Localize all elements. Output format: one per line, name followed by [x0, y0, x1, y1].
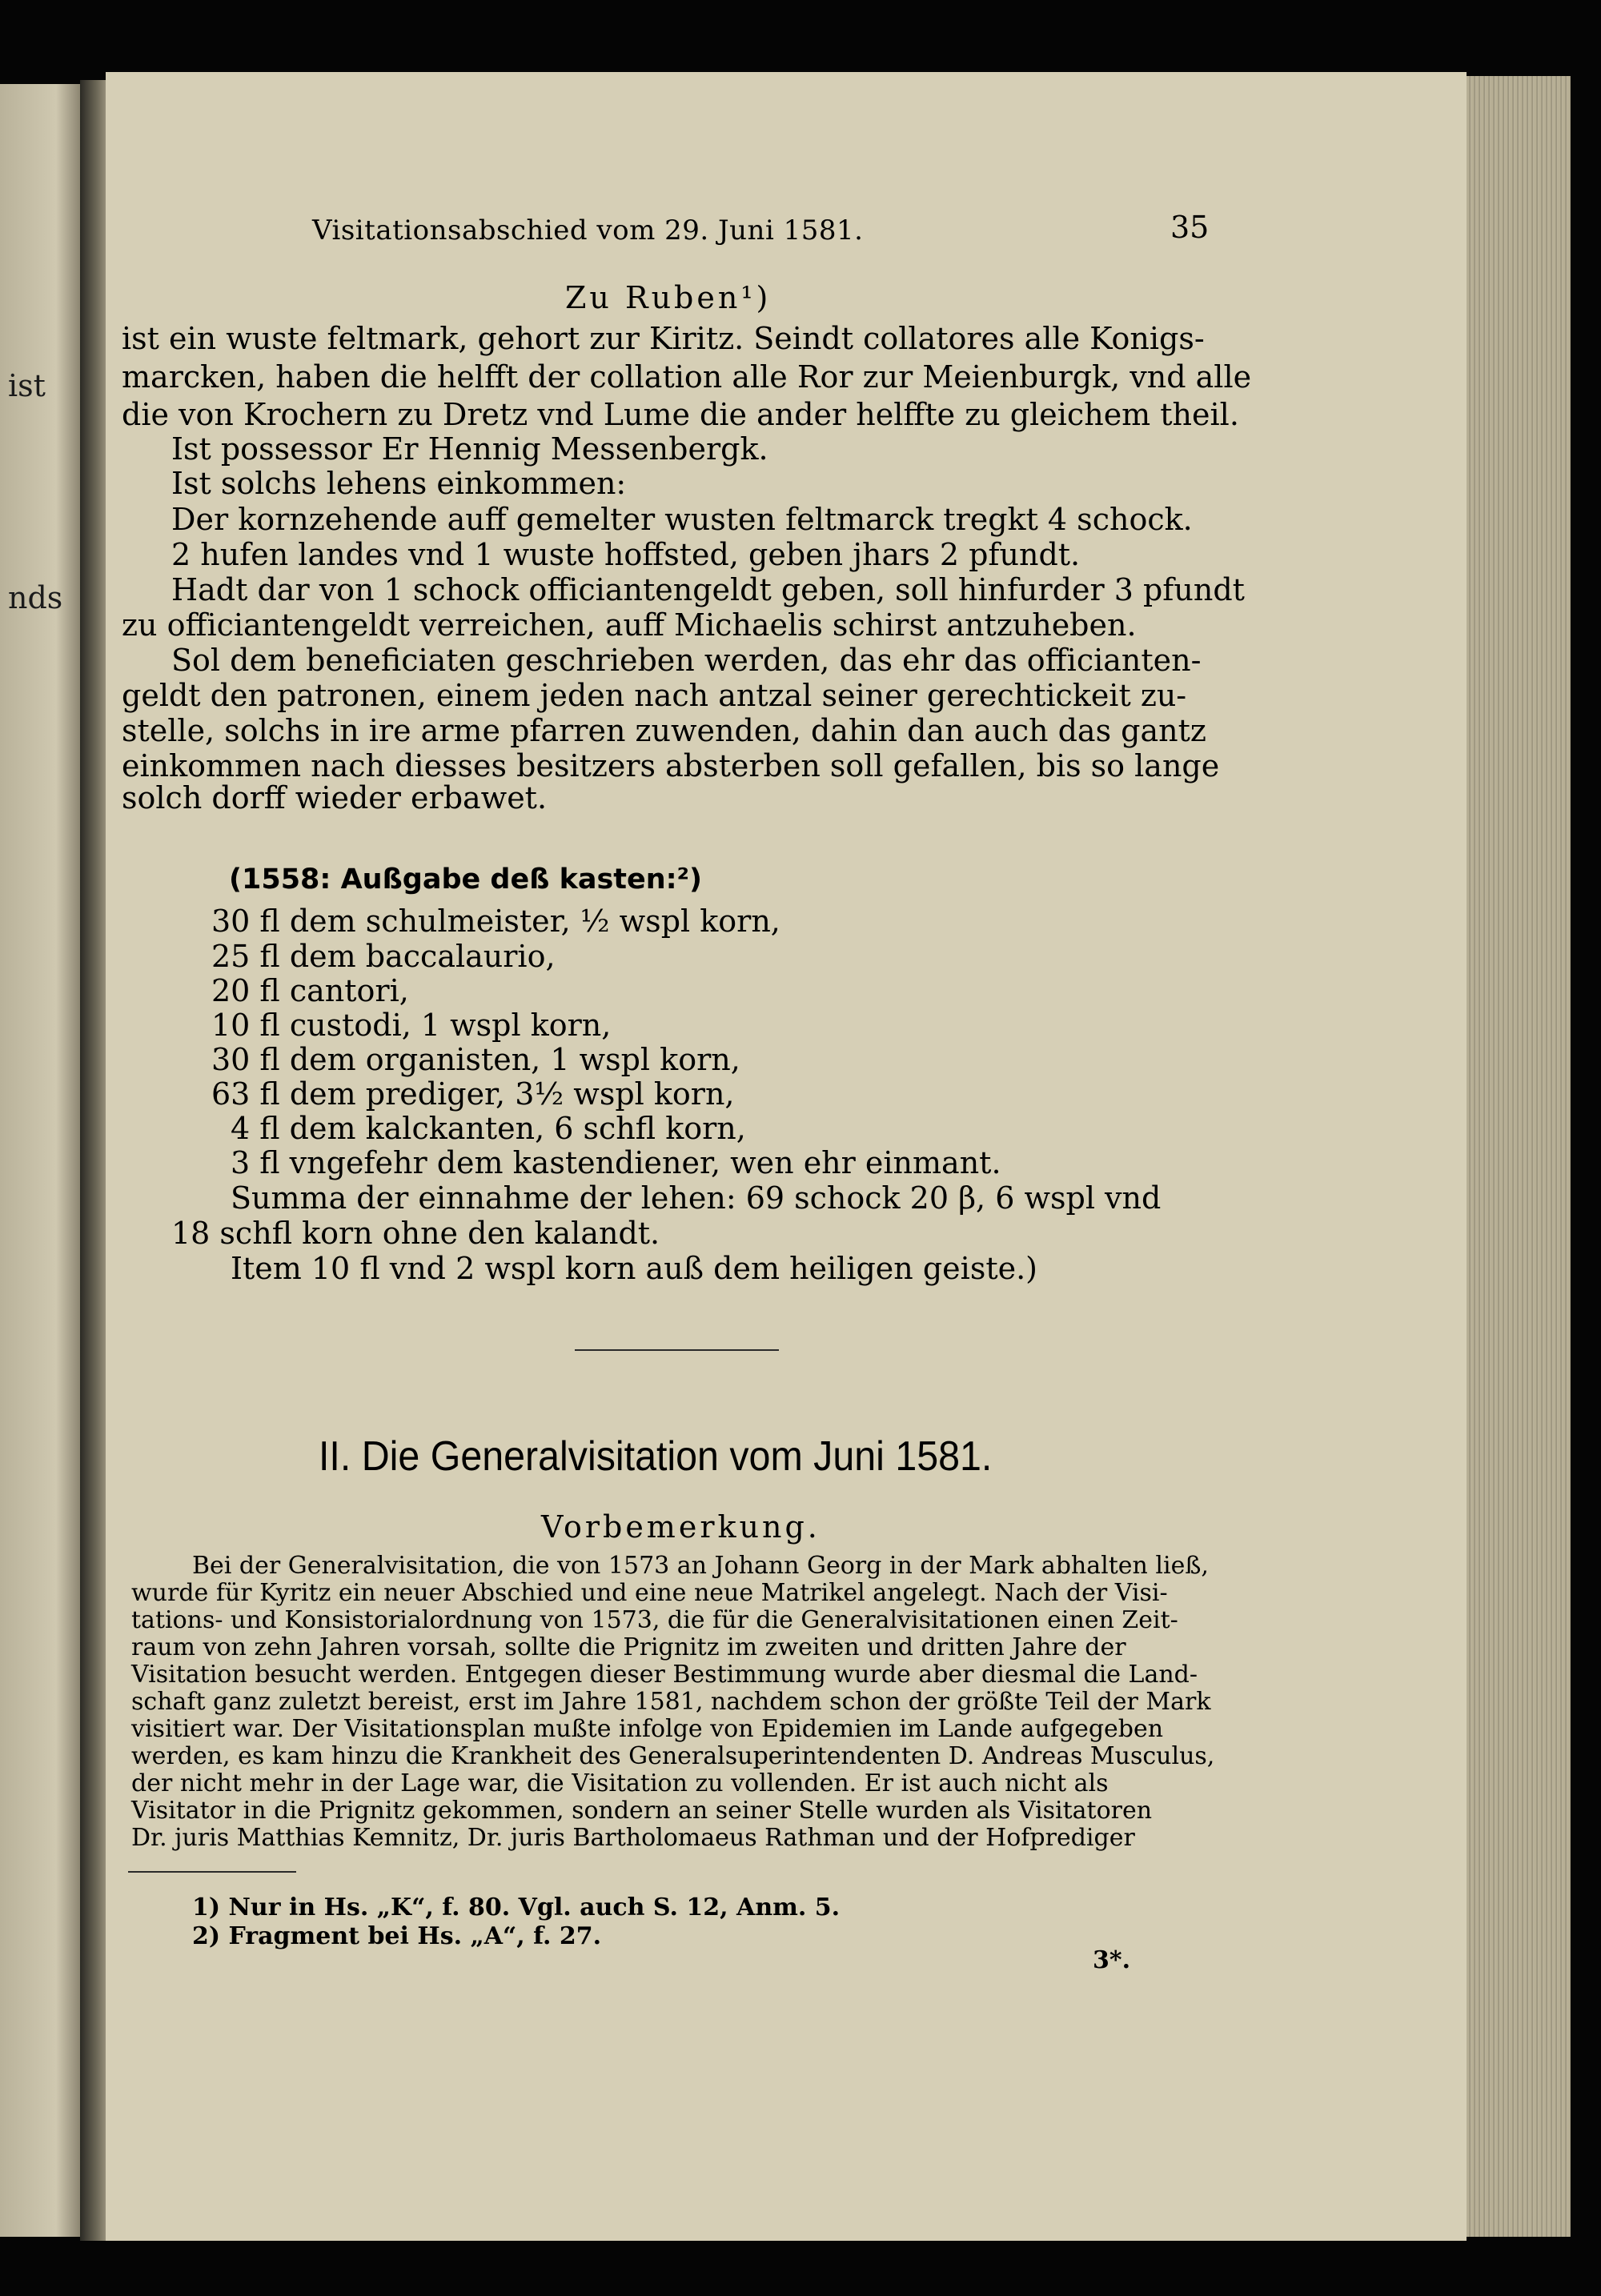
text-line: Ist solchs lehens einkommen:: [171, 466, 627, 501]
part-heading: II. Die Generalvisitation vom Juni 1581.: [319, 1433, 993, 1480]
summa-line: 18 schfl korn ohne den kalandt.: [171, 1216, 660, 1251]
text-line: marcken, haben die helfft der collation alle Ror zur Meienburgk, vnd alle: [122, 359, 1252, 395]
text-line: Ist possessor Er Hennig Messenbergk.: [171, 431, 768, 467]
text-line: tations- und Konsistorialordnung von 1573, die für die Generalvisitationen einen Zeit-: [131, 1606, 1178, 1634]
text-line: Sol dem beneficiaten geschrieben werden, das ehr das officianten-: [171, 643, 1202, 678]
left-page-fragment: ist: [8, 368, 46, 403]
kasten-item: 4 fl dem kalckanten, 6 schfl korn,: [231, 1111, 746, 1146]
text-line: Dr. juris Matthias Kemnitz, Dr. juris Bartholomaeus Rathman und der Hofprediger: [131, 1824, 1135, 1852]
text-line: der nicht mehr in der Lage war, die Visitation zu vollenden. Er ist auch nicht als: [131, 1769, 1109, 1797]
footnote-rule: [128, 1871, 296, 1873]
page-edges: [1467, 76, 1571, 2237]
text-line: die von Krochern zu Dretz vnd Lume die ander helffte zu gleichem theil.: [122, 397, 1239, 432]
text-line: geldt den patronen, einem jeden nach antzal seiner gerechtickeit zu-: [122, 678, 1187, 713]
footnote: 2) Fragment bei Hs. „A“, f. 27.: [192, 1922, 602, 1950]
kasten-item: 10 fl custodi, 1 wspl korn,: [211, 1008, 612, 1043]
text-line: solch dorff wieder erbawet.: [122, 780, 548, 815]
kasten-item: 20 fl cantori,: [211, 973, 409, 1008]
kasten-item: 30 fl dem schulmeister, ½ wspl korn,: [211, 904, 780, 939]
text-line: stelle, solchs in ire arme pfarren zuwenden, dahin dan auch das gantz: [122, 713, 1206, 748]
section-divider: [575, 1349, 779, 1351]
text-line: zu officiantengeldt verreichen, auff Michaelis schirst antzuheben.: [122, 607, 1137, 643]
left-page-fragment: nds: [8, 580, 63, 615]
signature-mark: 3*.: [1093, 1946, 1131, 1974]
subheading: Vorbemerkung.: [541, 1509, 821, 1545]
text-line: wurde für Kyritz ein neuer Abschied und eine neue Matrikel angelegt. Nach der Visi-: [131, 1579, 1168, 1607]
text-line: einkommen nach diesses besitzers absterben soll gefallen, bis so lange: [122, 748, 1220, 783]
text-line: Bei der Generalvisitation, die von 1573 an Johann Georg in der Mark abhalten ließ,: [192, 1552, 1209, 1580]
kasten-item: 3 fl vngefehr dem kastendiener, wen ehr einmant.: [231, 1145, 1001, 1180]
text-line: Der kornzehende auff gemelter wusten feltmarck tregkt 4 schock.: [171, 502, 1193, 537]
summa-line: Summa der einnahme der lehen: 69 schock 20 β, 6 wspl vnd: [231, 1180, 1162, 1216]
text-line: Hadt dar von 1 schock officiantengeldt geben, soll hinfurder 3 pfundt: [171, 572, 1245, 607]
text-line: Visitator in die Prignitz gekommen, sondern an seiner Stelle wurden als Visitatoren: [131, 1797, 1153, 1825]
running-title: Visitationsabschied vom 29. Juni 1581.: [312, 214, 864, 246]
book-gutter: [80, 80, 109, 2241]
kasten-item: 30 fl dem organisten, 1 wspl korn,: [211, 1042, 740, 1077]
text-line: Visitation besucht werden. Entgegen dieser Bestimmung wurde aber diesmal die Land-: [131, 1661, 1198, 1689]
text-line: raum von zehn Jahren vorsah, sollte die Prignitz im zweiten und dritten Jahre der: [131, 1633, 1126, 1661]
kasten-item: 25 fl dem baccalaurio,: [211, 939, 556, 974]
page-number: 35: [1170, 210, 1210, 245]
footnote: 1) Nur in Hs. „K“, f. 80. Vgl. auch S. 12, Anm. 5.: [192, 1893, 841, 1921]
text-line: ist ein wuste feltmark, gehort zur Kiritz. Seindt collatores alle Konigs-: [122, 321, 1205, 356]
text-line: schaft ganz zuletzt bereist, erst im Jahre 1581, nachdem schon der größte Teil der Mark: [131, 1688, 1211, 1716]
text-line: visitiert war. Der Visitationsplan mußte infolge von Epidemien im Lande aufgegeben: [131, 1715, 1164, 1743]
text-line: 2 hufen landes vnd 1 wuste hoffsted, geben jhars 2 pfundt.: [171, 537, 1081, 572]
kasten-item: 63 fl dem prediger, 3½ wspl korn,: [211, 1076, 735, 1112]
text-line: werden, es kam hinzu die Krankheit des Generalsuperintendenten D. Andreas Musculus,: [131, 1742, 1215, 1770]
left-page-margin: [0, 84, 80, 2237]
section-title: Zu Ruben¹): [565, 280, 772, 315]
summa-line: Item 10 fl vnd 2 wspl korn auß dem heiligen geiste.): [231, 1251, 1037, 1286]
kasten-heading: (1558: Außgabe deß kasten:²): [229, 864, 703, 896]
